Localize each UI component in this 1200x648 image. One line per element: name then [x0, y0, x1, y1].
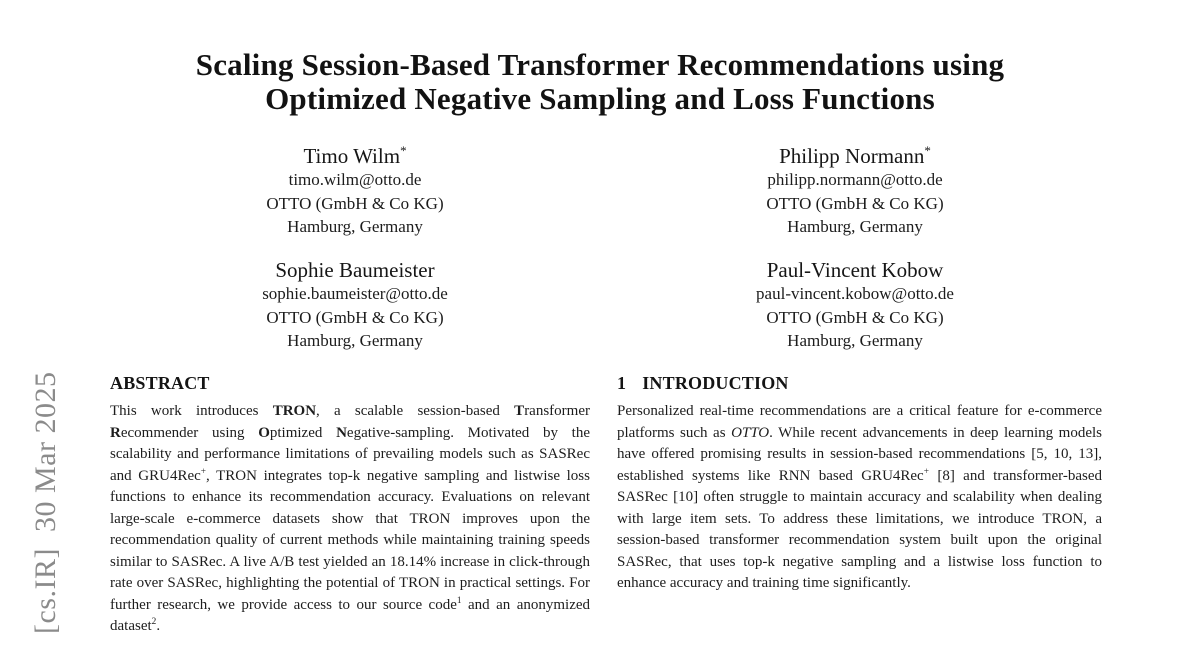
author-footnote-marker: *	[924, 143, 931, 158]
author-location: Hamburg, Germany	[287, 217, 423, 236]
introduction-paragraph: Personalized real-time recommendations are a critical feature for e-commerce platforms such as OTTO. While recent advancements in deep learning models have offered promising results in session-based recommendations [5, 10, 13], established systems like RNN based GRU4Rec+ [8] and transformer-based SASRec [10] often struggle to maintain accuracy and scalability when dealing with large item sets. To address these limitations, we introduce TRON, a session-based transformer recommendation system built upon the original SASRec, that uses top-k negative sampling and a listwise loss function to enhance accuracy and training time significantly.	[617, 403, 1103, 591]
author-location: Hamburg, Germany	[287, 331, 423, 350]
author-email: timo.wilm@otto.de	[288, 170, 422, 189]
authors-row-1	[105, 144, 1105, 239]
author-email: philipp.normann@otto.de	[767, 170, 943, 189]
authors-row-2	[105, 258, 1105, 353]
author-name-text: Paul-Vincent Kobow	[766, 258, 944, 282]
abstract-heading: ABSTRACT	[110, 373, 210, 393]
abstract-paragraph: This work introduces TRON, a scalable session-based Transformer Recommender using Optimized Negative-sampling. Motivated by the scalability and performance limitations of prevailing models such as SASRec and GRU4Rec+, TRON integrates top-k negative sampling and listwise loss functions to enhance its recommendation accuracy. Evaluations on relevant large-scale e-commerce datasets show that TRON improves upon the recommendation quality of current methods while maintaining training speeds similar to SASRec. A live A/B test yielded an 18.14% increase in click-through rate over SASRec, highlighting the potential of TRON in practical settings. For further research, we provide access to our source code$^1$ and an anonymized dataset$^2$.	[110, 403, 591, 634]
author-email: sophie.baumeister@otto.de	[262, 284, 448, 303]
paper-title	[0, 48, 1200, 116]
author-name	[105, 258, 605, 282]
introduction-heading-text: INTRODUCTION	[642, 373, 789, 393]
author-name	[605, 144, 1105, 168]
author-email: paul-vincent.kobow@otto.de	[756, 284, 954, 303]
arxiv-category-date-stamp: [cs.IR] 30 Mar 2025	[29, 371, 62, 634]
introduction-section	[617, 372, 1102, 595]
author-name	[605, 258, 1105, 282]
author-affiliation: OTTO (GmbH & Co KG)	[766, 307, 944, 327]
author-name-text: Sophie Baumeister	[275, 258, 435, 282]
author-block-paul-vincent-kobow	[605, 258, 1105, 353]
section-number: 1	[617, 373, 627, 393]
author-affiliation: OTTO (GmbH & Co KG)	[266, 307, 444, 327]
author-location: Hamburg, Germany	[787, 331, 923, 350]
paper-title-line-1: Scaling Session-Based Transformer Recommendations using	[195, 47, 1005, 82]
abstract-section	[110, 372, 590, 638]
introduction-heading	[617, 372, 1102, 394]
author-block-sophie-baumeister	[105, 258, 605, 353]
author-block-timo-wilm	[105, 144, 605, 239]
author-name-text: Philipp Normann	[779, 144, 925, 168]
author-footnote-marker: *	[400, 143, 407, 158]
author-name	[105, 144, 605, 168]
paper-title-line-2: Optimized Negative Sampling and Loss Functions	[265, 81, 935, 116]
author-affiliation: OTTO (GmbH & Co KG)	[766, 193, 944, 213]
author-affiliation: OTTO (GmbH & Co KG)	[266, 193, 444, 213]
author-name-text: Timo Wilm	[303, 144, 401, 168]
author-block-philipp-normann	[605, 144, 1105, 239]
author-location: Hamburg, Germany	[787, 217, 923, 236]
